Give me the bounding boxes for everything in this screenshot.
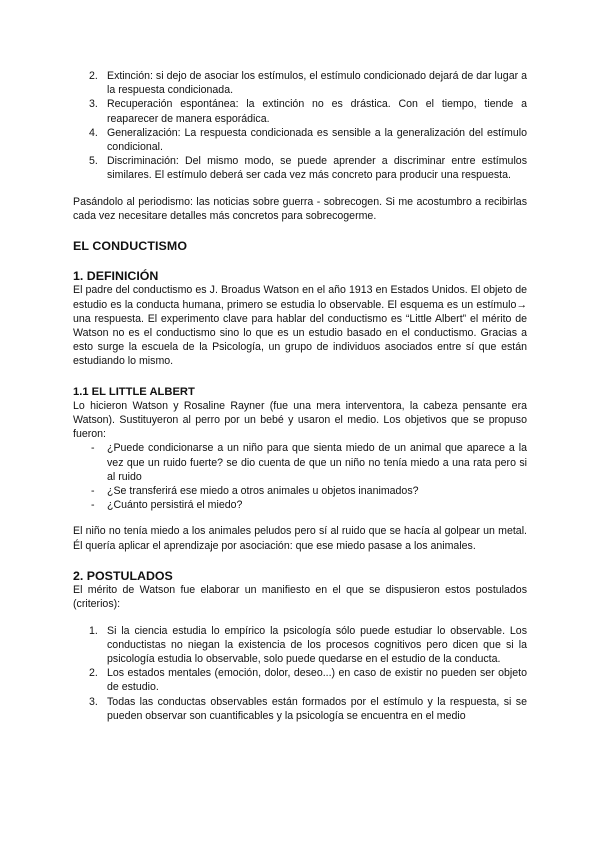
- definicion-heading: 1. DEFINICIÓN: [73, 269, 159, 284]
- main-heading: EL CONDUCTISMO: [73, 239, 188, 254]
- definicion-paragraph: El padre del conductismo es J. Broadus Watson en el año 1913 en Estados Unidos. El objeto de estudio es la conducta humana, primero se estudia lo observable. El esquema es un estímulo→ una respuesta. El experimento clave para hablar del conductismo es “Little Albert” el mérito de Watson no es el conductismo sino lo que es un estudio basado en el conductismo. Gracias a esto surge la escuela de la Psicología, un grupo de individuos asociados entre sí que están estudiando lo mismo.: [73, 284, 527, 368]
- little-albert-paragraph: Lo hicieron Watson y Rosaline Rayner (fue una mera interventora, la cabeza pensante era Watson). Sustituyeron al perro por un bebé y usaron el medio. Los objetivos que se propuso fueron:: [73, 399, 527, 441]
- little-albert-heading: 1.1 EL LITTLE ALBERT: [73, 385, 195, 398]
- page-content: [73, 69, 527, 723]
- list-item: [73, 484, 527, 498]
- list-text: ¿Cuánto persistirá el miedo?: [107, 499, 243, 512]
- objectives-list: [73, 441, 527, 512]
- postulados-heading: 2. POSTULADOS: [73, 568, 173, 583]
- list-text: Si la ciencia estudia lo empírico la psicología sólo puede estudiar lo observable. Los conductistas no niegan la existencia de los procesos cognitivos pero dicen que si la psicología estudia lo observable, solo puede quedarse en el estudio de la conducta.: [107, 624, 527, 665]
- list-item: [73, 441, 527, 484]
- list-number: 5.: [89, 155, 98, 168]
- periodismo-paragraph: Pasándolo al periodismo: las noticias sobre guerra - sobrecogen. Si me acostumbro a recibirlas cada vez necesitare detalles más concretos para sobrecogerme.: [73, 195, 527, 222]
- list-item: [73, 498, 527, 512]
- dash-bullet: -: [91, 485, 95, 498]
- list-text: Recuperación espontánea: la extinción no es drástica. Con el tiempo, tiende a reaparecer de manera esporádica.: [107, 98, 527, 125]
- list-number: 4.: [89, 126, 98, 139]
- list-text: ¿Puede condicionarse a un niño para que sienta miedo de un animal que aparece a la vez que un ruido fuerte? se dio cuenta de que un niño no tenía miedo a una rata pero si al ruido: [107, 442, 527, 483]
- list-number: 3.: [89, 98, 98, 111]
- list-number: 2.: [89, 667, 98, 680]
- list-item: [73, 126, 527, 154]
- dash-bullet: -: [91, 499, 95, 512]
- list-text: Los estados mentales (emoción, dolor, deseo...) en caso de existir no pueden ser objeto de estudio.: [107, 667, 527, 694]
- postulados-intro: El mérito de Watson fue elaborar un manifiesto en el que se dispusieron estos postulados (criterios):: [73, 584, 527, 611]
- list-item: [73, 624, 527, 667]
- learning-phenomena-list: [73, 69, 527, 183]
- list-item: [73, 695, 527, 723]
- list-item: [73, 154, 527, 182]
- list-text: Discriminación: Del mismo modo, se puede aprender a discriminar entre estímulos similares. El estímulo deberá ser cada vez más concreto para producir una respuesta.: [107, 155, 527, 182]
- list-text: Extinción: si dejo de asociar los estímulos, el estímulo condicionado dejará de dar lugar a la respuesta condicionada.: [107, 70, 527, 97]
- list-text: ¿Se transferirá ese miedo a otros animales u objetos inanimados?: [107, 485, 419, 498]
- dash-bullet: -: [91, 442, 95, 455]
- list-item: [73, 97, 527, 125]
- list-item: [73, 69, 527, 97]
- little-albert-conclusion: El niño no tenía miedo a los animales peludos pero sí al ruido que se hacía al golpear un metal. Él quería aplicar el aprendizaje por asociación: que ese miedo pasase a los animales.: [73, 525, 527, 552]
- postulados-list: [73, 624, 527, 723]
- list-text: Todas las conductas observables están formados por el estímulo y la respuesta, si se pueden observar son cuantificables y la psicología se encuentra en el medio: [107, 695, 527, 722]
- list-number: 1.: [89, 624, 98, 637]
- list-text: Generalización: La respuesta condicionada es sensible a la generalización del estímulo condicional.: [107, 126, 527, 154]
- list-number: 3.: [89, 695, 98, 708]
- list-number: 2.: [89, 70, 98, 82]
- list-item: [73, 666, 527, 694]
